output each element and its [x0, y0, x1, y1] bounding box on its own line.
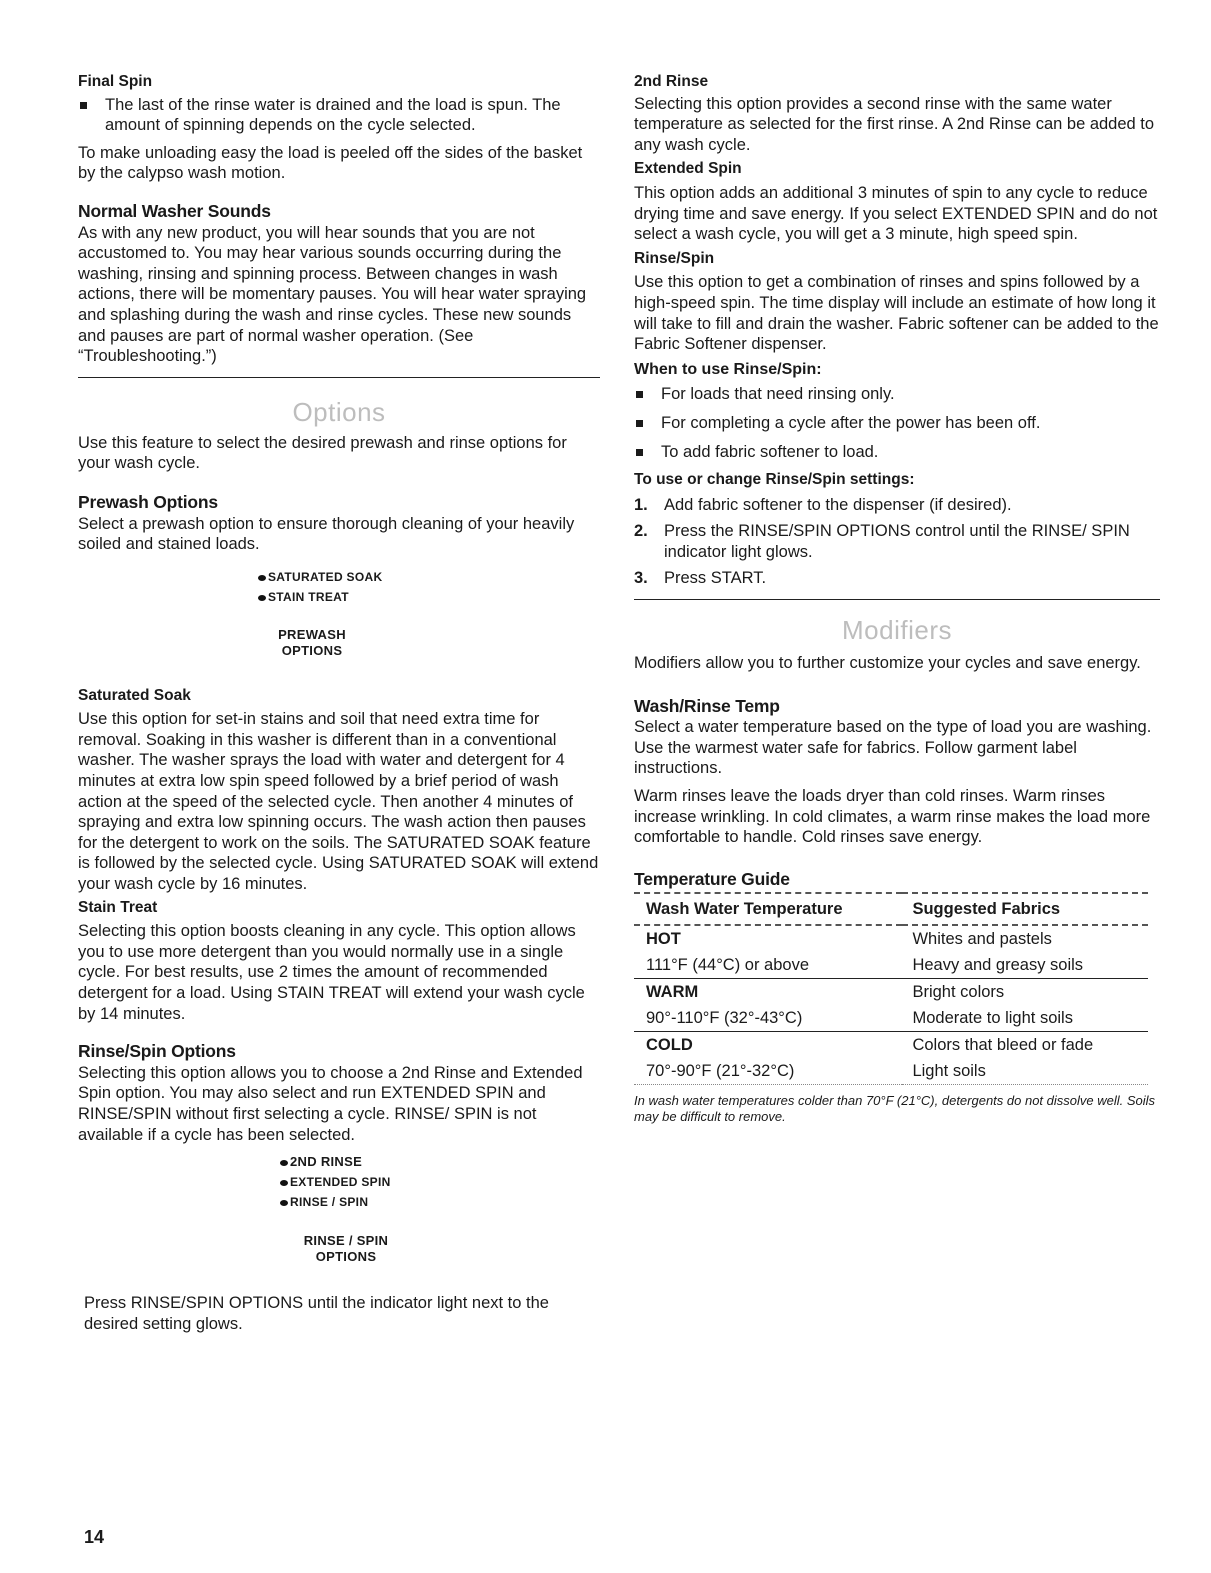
range-cell: 70°-90°F (21°-32°C) — [634, 1058, 902, 1085]
temperature-guide-heading: Temperature Guide — [634, 868, 790, 889]
column-header: Wash Water Temperature — [634, 893, 902, 925]
when-to-use-heading: When to use Rinse/Spin: — [634, 360, 822, 378]
fabric-cell: Whites and pastels — [912, 930, 1052, 949]
table-row — [634, 1032, 1148, 1059]
table-row — [634, 952, 1148, 979]
saturated-soak-heading: Saturated Soak — [78, 686, 191, 704]
rinse-spin-panel — [78, 1152, 600, 1212]
when-to-use-bullet: For loads that need rinsing only. — [634, 384, 1160, 405]
panel-item: STAIN TREAT — [258, 587, 600, 607]
second-rinse-text: Selecting this option provides a second rinse with the same water temperature as selected for the first rinse. A 2nd Rinse can be added to any wash cycle. — [634, 94, 1155, 154]
panel-item: RINSE / SPIN — [280, 1192, 600, 1212]
indicator-light-icon — [280, 1180, 288, 1186]
range-cell: 111°F (44°C) or above — [646, 956, 809, 975]
wash-rinse-temp-text1: Select a water temperature based on the type of load you are washing. Use the warmest water safe for fabrics. Follow garment label instructions. — [634, 718, 1152, 778]
normal-sounds-heading: Normal Washer Sounds — [78, 200, 271, 221]
normal-sounds-text: As with any new product, you will hear sounds that you are not accustomed to. You may hear various sounds occurring during the washing, rinsing and spinning process. Between changes in wash actions, there will be momentary pauses. You will hear water spraying and splashing during the wash and rinse cycles. These new sounds and pauses are part of normal washer operation. (See “Troubleshooting.”) — [78, 223, 587, 366]
temperature-guide-table — [634, 892, 1148, 1085]
step-item: 1. Add fabric softener to the dispenser (if desired). — [634, 495, 1012, 514]
table-header-row — [634, 893, 1148, 925]
fabric-cell: Bright colors — [902, 979, 1148, 1006]
options-title: Options — [292, 396, 386, 427]
fabric-cell: Moderate to light soils — [912, 1009, 1073, 1028]
table-row — [634, 1005, 1148, 1032]
prewash-panel-label: PREWASH OPTIONS — [278, 626, 346, 658]
step-item: 2. Press the RINSE/SPIN OPTIONS control until the RINSE/ SPIN indicator light glows. — [634, 522, 1130, 561]
fabric-cell: Heavy and greasy soils — [912, 956, 1084, 975]
column-header: Suggested Fabrics — [902, 893, 1148, 925]
table-row — [634, 925, 1148, 952]
to-use-heading: To use or change Rinse/Spin settings: — [634, 471, 915, 489]
when-to-use-bullet: To add fabric softener to load. — [634, 442, 1160, 463]
left-column — [78, 72, 600, 1334]
temp-cell: HOT — [646, 930, 681, 949]
wash-rinse-temp-heading: Wash/Rinse Temp — [634, 695, 780, 716]
prewash-text: Select a prewash option to ensure thorough cleaning of your heavily soiled and stained loads. — [78, 514, 575, 554]
wash-rinse-temp-text2: Warm rinses leave the loads dryer than cold rinses. Warm rinses increase wrinkling. In cold climates, a warm rinse makes the load more comfortable to handle. Cold rinses save energy. — [634, 787, 1151, 847]
temperature-note: In wash water temperatures colder than 70°F (21°C), detergents do not dissolve well. Soils may be difficult to remove. — [634, 1093, 1156, 1125]
final-spin-text: To make unloading easy the load is peeled off the sides of the basket by the calypso wash motion. — [78, 143, 583, 183]
fabric-cell: Light soils — [902, 1058, 1148, 1085]
table-row — [634, 1058, 1148, 1085]
final-spin-heading: Final Spin — [78, 73, 153, 90]
saturated-soak-text: Use this option for set-in stains and soil that need extra time for removal. Soaking in this washer is different than in a conventional washer. The washer sprays the load with water and detergent for 4 minutes at extra low spin speed followed by a brief period of wash action at the speed of the selected cycle. Then another 4 minutes of spraying and extra low spinning occurs. The wash action then pauses for the detergent to work on the soils. The SATURATED SOAK feature is followed by the selected cycle. Using SATURATED SOAK will extend your wash cycle by 16 minutes. — [78, 710, 599, 894]
prewash-heading: Prewash Options — [78, 491, 218, 512]
rinse-spin-text: Use this option to get a combination of rinses and spins followed by a high-speed spin. The time display will include an estimate of how long it will take to fill and drain the washer. Fabric softener can be added to the Fabric Softener dispenser. — [634, 273, 1159, 354]
fabric-cell: Colors that bleed or fade — [902, 1032, 1148, 1059]
table-row — [634, 979, 1148, 1006]
rinse-spin-options-heading: Rinse/Spin Options — [78, 1041, 236, 1062]
stain-treat-text: Selecting this option boosts cleaning in any cycle. This option allows you to use more detergent than you would normally use in a single cycle. For best results, use 2 times the amount of recommended detergent for a load. Using STAIN TREAT will extend your wash cycle by 14 minutes. — [78, 922, 585, 1023]
rinse-spin-heading: Rinse/Spin — [634, 249, 715, 267]
temp-cell: WARM — [634, 979, 902, 1006]
modifiers-intro: Modifiers allow you to further customize your cycles and save energy. — [634, 654, 1141, 673]
prewash-panel — [78, 567, 600, 607]
page-number: 14 — [84, 1527, 105, 1547]
final-spin-bullet: The last of the rinse water is drained and the load is spun. The amount of spinning depends on the cycle selected. — [78, 95, 600, 136]
when-to-use-bullet: For completing a cycle after the power has been off. — [634, 413, 1160, 434]
rinse-spin-options-text: Selecting this option allows you to choose a 2nd Rinse and Extended Spin option. You may also select and run EXTENDED SPIN and RINSE/SPIN without first selecting a cycle. RINSE/ SPIN is not available if a cycle has been selected. — [78, 1063, 583, 1144]
section-divider — [78, 377, 600, 378]
rinse-spin-panel-label: RINSE / SPIN OPTIONS — [303, 1233, 389, 1265]
options-intro: Use this feature to select the desired prewash and rinse options for your wash cycle. — [78, 433, 567, 473]
right-column — [634, 72, 1160, 1125]
press-rinse-spin-text: Press RINSE/SPIN OPTIONS until the indicator light next to the desired setting glows. — [84, 1294, 549, 1333]
indicator-light-icon — [280, 1200, 288, 1206]
indicator-light-icon — [258, 575, 266, 581]
range-cell: 90°-110°F (32°-43°C) — [646, 1009, 803, 1028]
modifiers-title: Modifiers — [842, 615, 952, 646]
panel-item: 2ND RINSE — [280, 1152, 600, 1172]
second-rinse-heading: 2nd Rinse — [634, 73, 709, 90]
extended-spin-heading: Extended Spin — [634, 160, 742, 178]
indicator-light-icon — [258, 595, 266, 601]
temp-cell: COLD — [634, 1032, 902, 1059]
stain-treat-heading: Stain Treat — [78, 898, 158, 916]
indicator-light-icon — [280, 1160, 288, 1166]
section-divider — [634, 599, 1160, 600]
panel-item: EXTENDED SPIN — [280, 1172, 600, 1192]
panel-item: SATURATED SOAK — [258, 567, 600, 587]
extended-spin-text: This option adds an additional 3 minutes of spin to any cycle to reduce drying time and save energy. If you select EXTENDED SPIN and do not select a wash cycle, you will get a 3 minute, high speed spin. — [634, 183, 1158, 244]
step-item: 3. Press START. — [634, 569, 767, 588]
